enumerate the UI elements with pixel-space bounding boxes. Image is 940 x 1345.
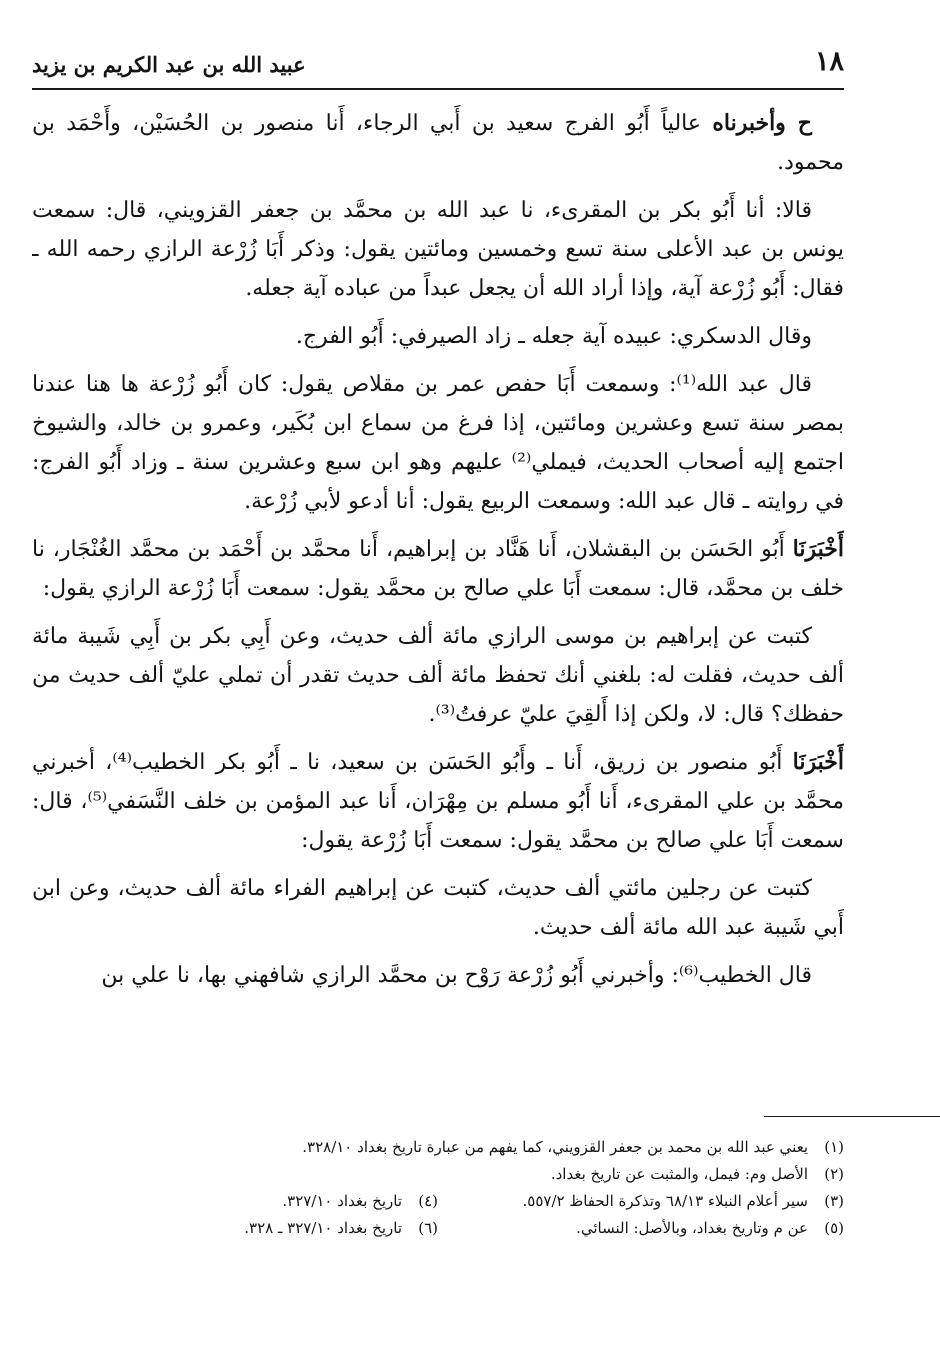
paragraph-4: قال عبد الله⁽¹⁾: وسمعت أَبَا حفص عمر بن مقلاص يقول: كان أَبُو زُرْعة ها هنا عندنا بمصر سنة تسع وعشرين ومائتين، إذا فرغ من سماع ابن بُكَير، وعمرو بن خالد، والشيوخ اجتمع إليه أصحاب الحديث، فيملي⁽²⁾ عليهم وهو ابن سبع وعشرين سنة ـ وزاد أَبُو الفرج: في روايته ـ قال عبد الله: وسمعت الربيع يقول: أنا أدعو لأبي زُرْعة. xyxy=(32,372,844,514)
paragraph-2: قالا: أنا أَبُو بكر بن المقرىء، نا عبد الله بن محمَّد بن جعفر القزويني، قال: سمعت يونس بن عبد الأعلى سنة تسع وخمسين ومائتين يقول: وذكر أَبَا زُرْعة الرازي رحمه الله ـ فقال: أَبُو زُرْعة آية، وإذا أراد الله أن يجعل عبداً من عباده آية جعله. xyxy=(32,198,844,301)
footnote-number: (٤) xyxy=(418,1192,438,1210)
footnote-4 xyxy=(32,1188,438,1215)
paragraph-3: وقال الدسكري: عبيده آية جعله ـ زاد الصيرفي: أَبُو الفرج. xyxy=(295,324,812,349)
footnote-text: عن م وتاريخ بغداد، وبالأصل: النسائي. xyxy=(576,1219,808,1237)
isnad-lead: ح وأخبرناه xyxy=(712,110,813,136)
paragraph-text: أَبُو الحَسَن بن البقشلان، أَنا هَنَّاد بن إبراهيم، أَنا محمَّد بن أَحْمَد بن محمَّد الغُنْجَار، نا خلف بن محمَّد، قال: سمعت أَبَا علي صالح بن محمَّد يقول: سمعت أَبَا زُرْعة الرازي يقول: xyxy=(32,537,844,601)
paragraph-text: أَبُو منصور بن زريق، أَنا ـ وأَبُو الحَسَن بن سعيد، نا ـ أَبُو بكر الخطيب⁽⁴⁾، أخبرني محمَّد بن علي المقرىء، أَنا أَبُو مسلم بن مِهْرَان، أَنا عبد المؤمن بن خلف النَّسَفي⁽⁵⁾، قال: سمعت أَبَا علي صالح بن محمَّد يقول: سمعت أَبَا زُرْعة يقول: xyxy=(32,750,844,853)
footnote-text: تاريخ بغداد ٣٢٧/١٠ ـ ٣٢٨. xyxy=(244,1219,402,1237)
footnote-6 xyxy=(32,1215,438,1242)
footnote-1 xyxy=(32,1134,844,1161)
paragraph-text: عالياً أَبُو الفرج سعيد بن أَبي الرجاء، أَنا منصور بن الحُسَيْن، وأَحْمَد بن محمود. xyxy=(32,111,844,175)
paragraph-6: كتبت عن إبراهيم بن موسى الرازي مائة ألف حديث، وعن أَبِي بكر بن أَبِي شَيبة مائة ألف حديث، فقلت له: بلغني أنك تحفظ مائة ألف حديث تقدر أن تملي عليّ ألف حديث من حفظك؟ قال: لا، ولكن إذا أَلقِيَ عليّ عرفتُ⁽³⁾. xyxy=(32,624,844,727)
main-text xyxy=(32,104,844,1094)
page-header xyxy=(32,42,844,90)
paragraph-5 xyxy=(32,530,844,608)
footnote-number: (٥) xyxy=(824,1219,844,1237)
isnad-lead: أَخْبَرَنَا xyxy=(792,749,844,775)
page-number: ١٨ xyxy=(814,46,844,77)
footnote-number: (٢) xyxy=(824,1165,844,1183)
footnote-text: تاريخ بغداد ٣٢٧/١٠. xyxy=(282,1192,402,1210)
footnote-number: (١) xyxy=(824,1138,844,1156)
footnotes xyxy=(32,1134,844,1242)
footnote-text: الأصل وم: فيمل، والمثبت عن تاريخ بغداد. xyxy=(550,1165,808,1183)
footnote-row xyxy=(32,1215,844,1242)
footnote-row xyxy=(32,1188,844,1215)
footnote-3 xyxy=(438,1188,844,1215)
footnote-2 xyxy=(32,1161,844,1188)
paragraph-1 xyxy=(32,104,844,182)
running-title: عبيد الله بن عبد الكريم بن يزيد xyxy=(32,52,306,77)
footnote-divider xyxy=(764,1116,940,1117)
footnote-number: (٣) xyxy=(824,1192,844,1210)
paragraph-9: قال الخطيب⁽⁶⁾: وأخبرني أَبُو زُرْعة رَوْح بن محمَّد الرازي شافهني بها، نا علي بن xyxy=(101,963,812,988)
footnote-number: (٦) xyxy=(418,1219,438,1237)
footnote-text: يعني عبد الله بن محمد بن جعفر القزويني، كما يفهم من عبارة تاريخ بغداد ٣٢٨/١٠. xyxy=(302,1138,808,1156)
paragraph-8: كتبت عن رجلين مائتي ألف حديث، كتبت عن إبراهيم الفراء مائة ألف حديث، وعن ابن أَبي شَيبة عبد الله مائة ألف حديث. xyxy=(32,876,844,940)
footnote-text: سير أعلام النبلاء ٦٨/١٣ وتذكرة الحفاظ ٥٥٧/٢. xyxy=(522,1192,808,1210)
paragraph-7 xyxy=(32,743,844,860)
footnote-5 xyxy=(438,1215,844,1242)
isnad-lead: أَخْبَرَنَا xyxy=(792,536,844,562)
